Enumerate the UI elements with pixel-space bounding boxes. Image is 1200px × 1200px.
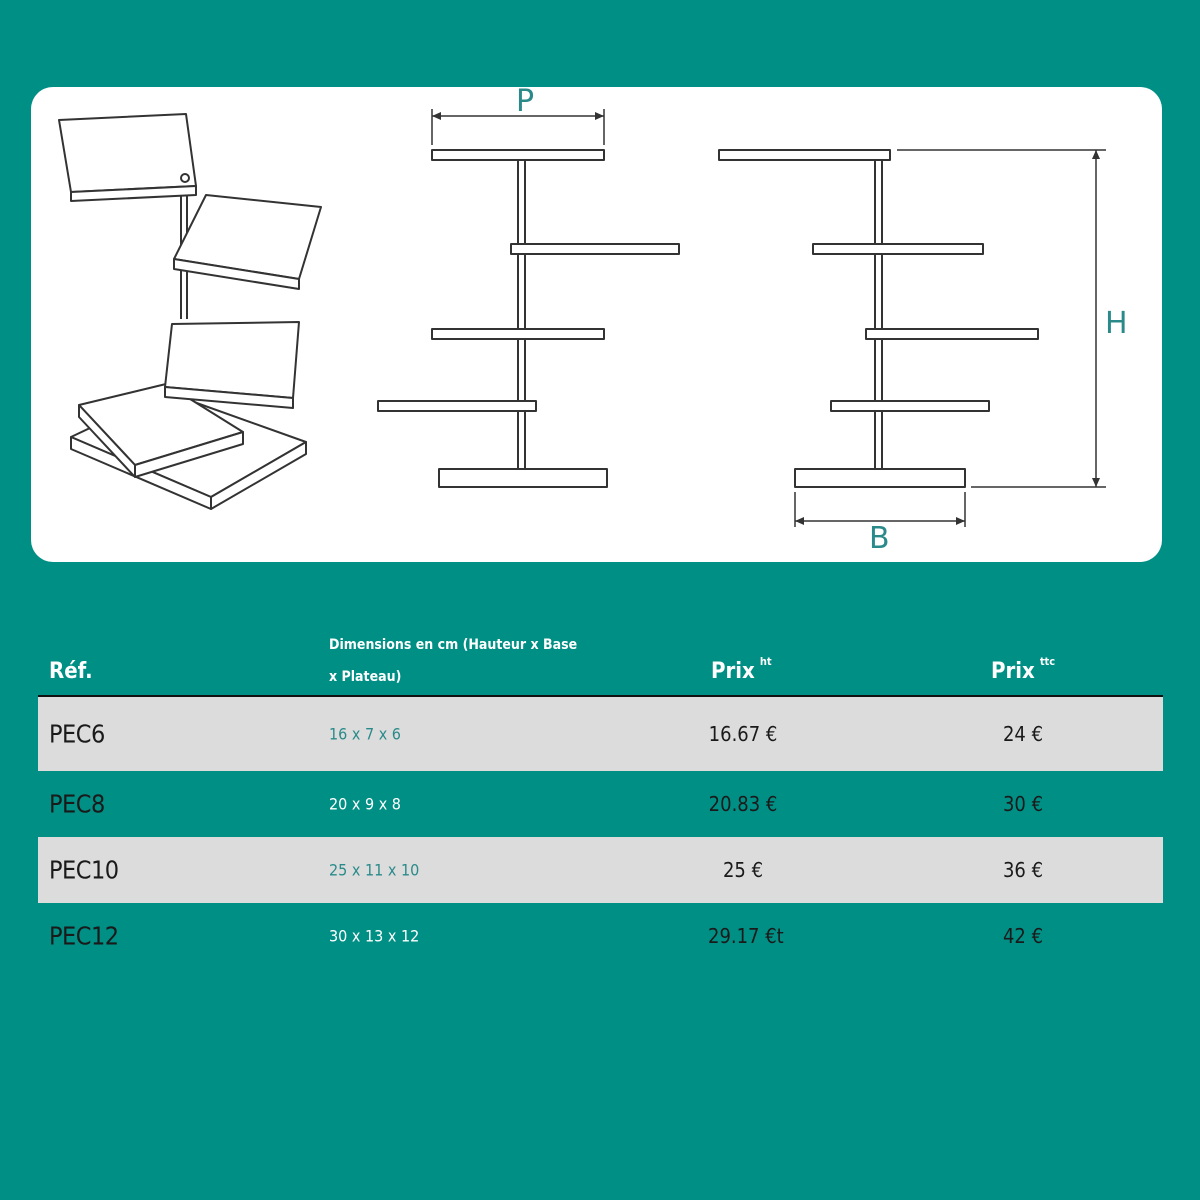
row-price-ttc: 24 € — [1002, 722, 1044, 746]
header-price-ttc-sup: ttc — [1039, 655, 1056, 668]
price-table — [38, 625, 1163, 969]
header-price-ht-label: Prix — [711, 659, 755, 684]
row-dimensions: 30 x 13 x 12 — [329, 926, 420, 946]
dimension-label-b: B — [869, 521, 890, 556]
header-ref: Réf. — [49, 659, 93, 684]
row-price-ttc: 42 € — [1002, 924, 1044, 948]
header-dimensions: Dimensions en cm (Hauteur x Base x Plateau) — [329, 637, 578, 685]
dimension-label-h: H — [1105, 306, 1128, 341]
row-price-ht: 25 € — [722, 858, 764, 882]
header-price-ht — [711, 655, 772, 684]
product-diagram — [31, 87, 1162, 562]
display-stand-drawing — [31, 87, 1162, 562]
row-dimensions: 25 x 11 x 10 — [329, 860, 420, 880]
isometric-view — [59, 114, 321, 509]
table-row — [38, 697, 1163, 771]
row-ref: PEC10 — [49, 855, 119, 885]
row-ref: PEC8 — [49, 789, 105, 819]
row-ref: PEC12 — [49, 921, 119, 951]
table-row — [38, 837, 1163, 903]
side-view — [719, 150, 1106, 527]
header-price-ttc-label: Prix — [991, 659, 1035, 684]
row-price-ttc: 36 € — [1002, 858, 1044, 882]
header-price-ttc — [991, 655, 1056, 684]
row-price-ht: 29.17 €t — [708, 924, 784, 948]
row-ref: PEC6 — [49, 719, 105, 749]
row-dimensions: 20 x 9 x 8 — [329, 794, 401, 814]
row-dimensions: 16 x 7 x 6 — [329, 724, 401, 744]
row-price-ttc: 30 € — [1002, 792, 1044, 816]
table-header — [38, 625, 1163, 697]
header-price-ht-sup: ht — [759, 655, 772, 668]
row-price-ht: 20.83 € — [708, 792, 778, 816]
front-view — [378, 109, 679, 487]
row-price-ht: 16.67 € — [708, 722, 778, 746]
dimension-label-p: P — [516, 87, 535, 119]
table-row — [38, 771, 1163, 837]
table-row — [38, 903, 1163, 969]
